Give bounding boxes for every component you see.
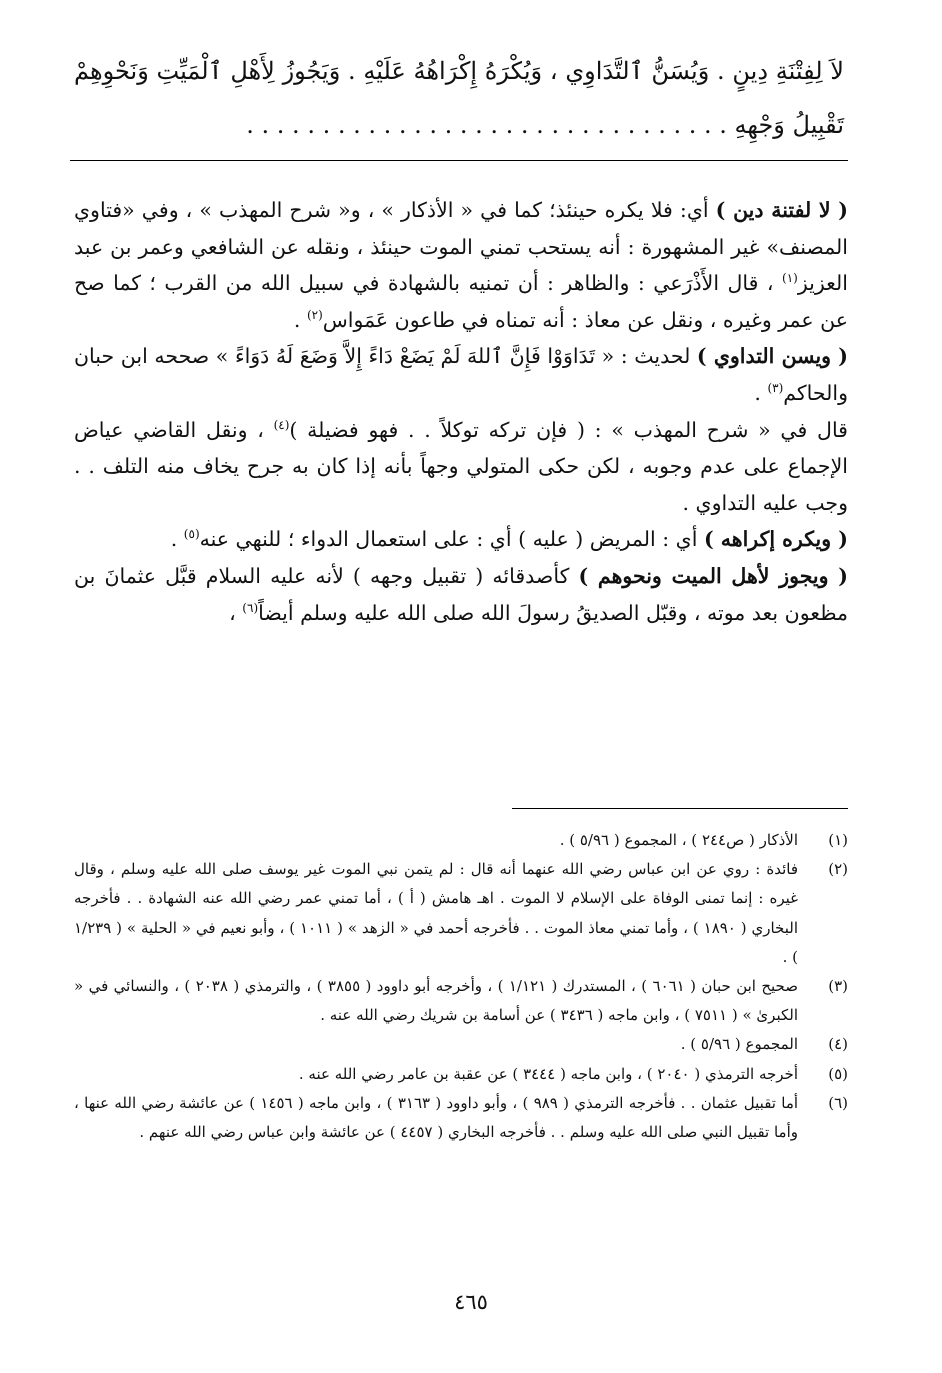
matn-divider xyxy=(70,160,848,161)
commentary-paragraph xyxy=(74,558,848,631)
footnote-number: (٥) xyxy=(828,1064,848,1083)
commentary-text: ، xyxy=(229,600,243,625)
footnotes xyxy=(74,826,848,1147)
commentary-text: لحديث : « تَدَاوَوْا فَإِنَّ ٱللهَ لَمْ يَضَعْ دَاءً إِلاَّ وَضَعَ لَهُ دَوَاءً » صححه ابن حبان والحاكم xyxy=(74,344,848,405)
commentary-lead: ( ويكره إكراهه ) xyxy=(703,527,848,552)
footnote-text: فائدة : روي عن ابن عباس رضي الله عنهما أنه قال : لم يتمن نبي الموت غير يوسف صلى الله عليه وسلم ، وقال غيره : إنما تمنى الوفاة على الإسلام لا الموت . اهـ هامش ( أ ) ، أما تمني عمر رضي الله عنه الشهادة . . فأخرجه البخاري ( ١٨٩٠ ) ، وأما تمني معاذ الموت . . فأخرجه أحمد في « الزهد » ( ١٠١١ ) ، وأبو نعيم في « الحلية » ( ١/٢٣٩ ) . xyxy=(74,860,799,966)
footnote-number: (٢) xyxy=(828,860,848,879)
commentary-paragraph xyxy=(74,412,848,522)
footnote xyxy=(74,1060,848,1089)
footnote-ref[interactable]: (١) xyxy=(782,271,798,286)
footnote-ref[interactable]: (٤) xyxy=(273,417,290,432)
commentary-text: . xyxy=(293,307,307,332)
commentary-text: أي : المريض ( عليه ) أي : على استعمال الدواء ؛ للنهي عنه xyxy=(199,527,704,552)
commentary xyxy=(74,192,848,631)
footnote-text: المجموع ( ٥/٩٦ ) . xyxy=(680,1035,798,1054)
commentary-lead: ( ويسن التداوي ) xyxy=(696,344,848,369)
footnote xyxy=(74,1030,848,1059)
footnote-number: (٣) xyxy=(828,977,848,996)
footnote-text: أما تقبيل عثمان . . فأخرجه الترمذي ( ٩٨٩ ) ، وأبو داوود ( ٣١٦٣ ) ، وابن ماجه ( ١٤٥٦ ) عن عائشة رضي الله عنها ، وأما تقبيل النبي صلى الله عليه وسلم . . فأخرجه البخاري ( ٤٤٥٧ ) عن عائشة وابن عباس رضي الله عنهم . xyxy=(74,1093,799,1142)
footnote-ref[interactable]: (٢) xyxy=(306,307,323,322)
footnote xyxy=(74,826,848,855)
footnote-text: الأذكار ( ص٢٤٤ ) ، المجموع ( ٥/٩٦ ) . xyxy=(559,831,798,849)
commentary-paragraph xyxy=(74,192,848,338)
footnote xyxy=(74,855,848,972)
footnotes-divider xyxy=(512,808,848,809)
footnote-ref[interactable]: (٦) xyxy=(242,600,259,615)
page-number: ٤٦٥ xyxy=(454,1290,488,1314)
footnote-ref[interactable]: (٥) xyxy=(183,527,200,542)
footnote xyxy=(74,1089,848,1147)
commentary-lead: ( ويجوز لأهل الميت ونحوهم ) xyxy=(578,563,848,588)
commentary-paragraph xyxy=(74,338,848,411)
footnote-number: (٦) xyxy=(828,1093,848,1112)
commentary-text: كأصدقائه ( تقبيل وجهه ) لأنه عليه السلام قبَّل عثمانَ بن مظعون بعد موته ، وقبّل الصديقُ رسولَ الله صلى الله عليه وسلم أيضاً xyxy=(74,563,848,625)
commentary-paragraph xyxy=(74,521,848,558)
footnote xyxy=(74,972,848,1030)
matn-line: لاَ لِفِتْنَةِ دِينٍ . وَيُسَنُّ ٱلتَّدَاوِي ، وَيُكْرَهُ إِكْرَاهُهُ عَلَيْهِ . وَيَجُوزُ لِأَهْلِ ٱلْمَيِّتِ وَنَحْوِهِمْ تَقْبِيلُ وَجْهِهِ . . . . . . . . . . . . . . . . . . . . . . . . . . . . . . . . xyxy=(74,57,844,139)
commentary-text: ، قال الأَذْرَعي : والظاهر : أن تمنيه بالشهادة في سبيل الله من القرب ؛ كما صح عن عمر وغيره ، ونقل عن معاذ : أنه تمناه في طاعون عَمَواس xyxy=(74,271,848,332)
footnote-number: (٤) xyxy=(828,1035,848,1054)
commentary-text: . xyxy=(170,527,184,552)
footnote-text: أخرجه الترمذي ( ٢٠٤٠ ) ، وابن ماجه ( ٣٤٤٤ ) عن عقبة بن عامر رضي الله عنه . xyxy=(298,1064,798,1083)
commentary-text: قال في « شرح المهذب » : ( فإن تركه توكلاً . . فهو فضيلة ) xyxy=(289,417,848,442)
commentary-text: ، ونقل القاضي عياض الإجماع على عدم وجوبه ، لكن حكى المتولي وجهاً بأنه إذا كان به جرح يخاف منه التلف . . وجب عليه التداوي . xyxy=(74,417,848,515)
footnote-ref[interactable]: (٣) xyxy=(767,381,784,396)
footnote-text: صحيح ابن حبان ( ٦٠٦١ ) ، المستدرك ( ١/١٢١ ) ، وأخرجه أبو داوود ( ٣٨٥٥ ) ، والترمذي ( ٢٠٣٨ ) ، والنسائي في « الكبرىٰ » ( ٧٥١١ ) ، وابن ماجه ( ٣٤٣٦ ) عن أسامة بن شريك رضي الله عنه . xyxy=(74,977,798,1025)
footnote-number: (١) xyxy=(828,831,848,849)
commentary-text: أي: فلا يكره حينئذ؛ كما في « الأذكار » ، و« شرح المهذب » ، وفي «فتاوي المصنف» غير المشهورة : أنه يستحب تمني الموت حينئذ ، ونقله عن الشافعي وعمر بن عبد العزيز xyxy=(74,198,848,296)
commentary-lead: ( لا لفتنة دين ) xyxy=(715,198,848,222)
commentary-text: . xyxy=(754,380,768,405)
matn-text xyxy=(74,44,844,152)
